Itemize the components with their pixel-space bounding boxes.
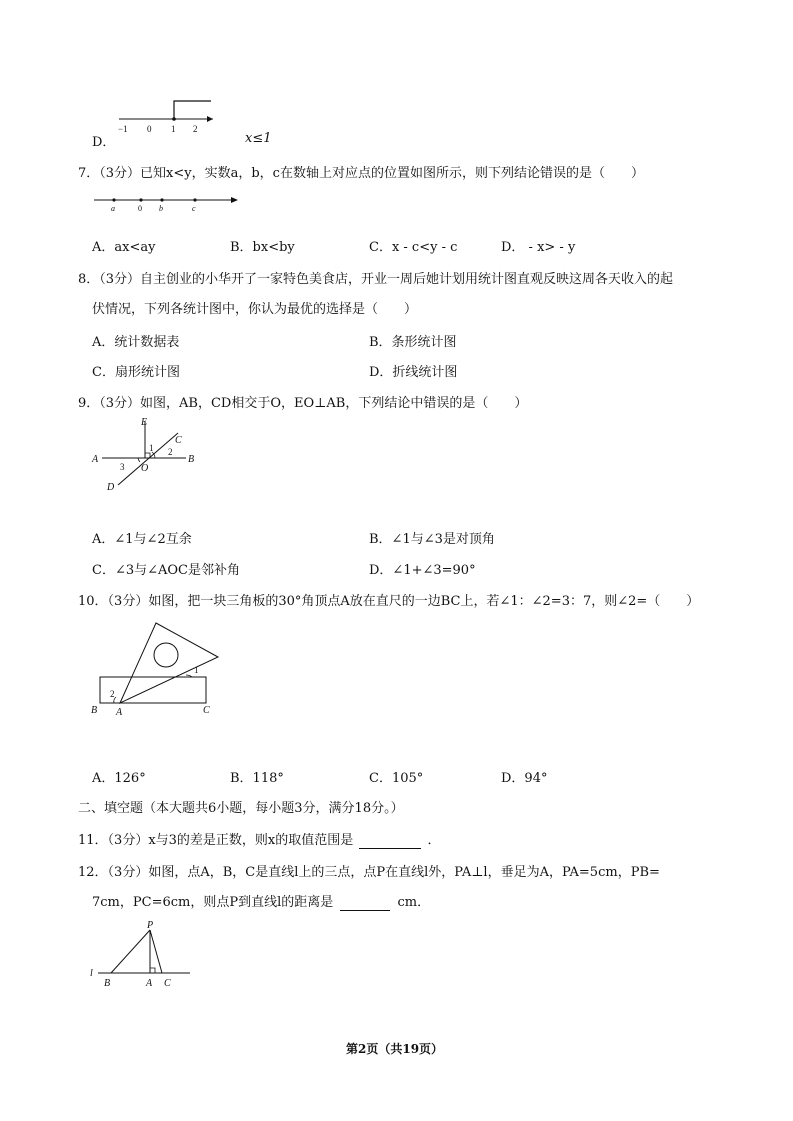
q11-stem [78, 829, 441, 849]
q10-label-a: A [116, 707, 123, 718]
q9-label-o: O [141, 463, 149, 474]
q7-axis-point-label: b [159, 204, 163, 213]
q10-option-d[interactable]: D．94° [501, 771, 548, 786]
q9-label-b: B [188, 454, 195, 465]
q9-intersecting-lines-figure [88, 413, 208, 495]
q9-label-d: D [107, 482, 115, 493]
q6-tick-label: 2 [193, 124, 198, 134]
q9-label-3: 3 [120, 462, 125, 472]
q10-label-b: B [91, 705, 98, 716]
q12-label-p: P [147, 920, 154, 931]
q8-option-a[interactable]: A．统计数据表 [92, 335, 180, 350]
q6-number-line-figure [115, 96, 215, 138]
q7-option-a[interactable]: A．ax<ay [92, 240, 156, 255]
q9-label-a: A [92, 454, 99, 465]
q7-option-c[interactable]: C．x - c<y - c [369, 240, 458, 255]
q9-option-a[interactable]: A．∠1与∠2互余 [92, 532, 192, 547]
q7-axis-point-label: 0 [138, 204, 142, 213]
q8-option-b[interactable]: B．条形统计图 [369, 335, 457, 350]
q6-tick-label: 1 [171, 124, 176, 134]
q7-axis-point-label: a [111, 204, 115, 213]
q8-stem-line2: 伏情况，下列各统计图中，你认为最优的选择是（ ） [92, 302, 418, 317]
q12-point-line-figure [86, 918, 196, 990]
q12-label-a: A [146, 978, 153, 989]
q7-option-d[interactable]: D． - x> - y [501, 240, 576, 255]
q10-option-a[interactable]: A．126° [92, 771, 146, 786]
q10-triangle-ruler-figure [88, 615, 228, 720]
q12-label-b: B [104, 978, 111, 989]
q9-label-1: 1 [149, 443, 154, 453]
q6-tick-label: 0 [147, 124, 152, 134]
q8-stem-line1: 8．（3分）自主创业的小华开了一家特色美食店，开业一周后她计划用统计图直观反映这周各天收入的起 [78, 272, 674, 287]
q7-axis-point-label: c [192, 204, 196, 213]
q9-label-e: E [141, 417, 148, 428]
q7-stem: 7．（3分）已知x<y，实数a，b，c在数轴上对应点的位置如图所示，则下列结论错误的是（ ） [78, 166, 644, 181]
q12-stem-end: cm． [397, 895, 431, 910]
q8-option-d[interactable]: D．折线统计图 [369, 365, 458, 380]
q10-label-1: 1 [194, 665, 199, 675]
q12-stem-line2 [92, 891, 430, 911]
section-heading: 二、填空题（本大题共6小题，每小题3分，满分18分。） [78, 801, 404, 816]
q10-label-c: C [203, 705, 210, 716]
q9-label-2: 2 [168, 447, 173, 457]
q9-option-b[interactable]: B．∠1与∠3是对顶角 [369, 532, 495, 547]
q6-option-d-answer: x≤1 [245, 131, 272, 146]
q9-label-c: C [175, 435, 182, 446]
q7-number-line-figure [92, 190, 242, 214]
q12-answer-blank[interactable] [340, 895, 390, 911]
q12-stem-text: 7cm，PC=6cm，则点P到直线l的距离是 [92, 895, 334, 910]
q12-stem-line1: 12．（3分）如图，点A，B，C是直线l上的三点，点P在直线l外，PA⊥l，垂足为A，PA=5cm，PB= [78, 865, 660, 880]
q10-option-c[interactable]: C．105° [369, 771, 424, 786]
q10-stem: 10．（3分）如图，把一块三角板的30°角顶点A放在直尺的一边BC上，若∠1：∠2=3：7，则∠2=（ ） [78, 594, 700, 609]
q12-label-c: C [164, 978, 171, 989]
q6-tick-label: −1 [118, 124, 128, 134]
q11-stem-end: ． [427, 833, 441, 848]
q10-option-b[interactable]: B．118° [230, 771, 284, 786]
q12-label-l: l [90, 968, 93, 979]
q7-option-b[interactable]: B．bx<by [230, 240, 295, 255]
q9-stem: 9．（3分）如图，AB，CD相交于O，EO⊥AB，下列结论中错误的是（ ） [78, 396, 528, 411]
q11-answer-blank[interactable] [359, 833, 421, 849]
page-number-footer: 第2页（共19页） [346, 1042, 444, 1056]
q8-option-c[interactable]: C．扇形统计图 [92, 365, 180, 380]
q9-option-d[interactable]: D．∠1+∠3=90° [369, 563, 476, 578]
q11-stem-text: 11．（3分）x与3的差是正数，则x的取值范围是 [78, 833, 354, 848]
q6-option-d-label: D． [92, 135, 116, 150]
q10-label-2: 2 [110, 689, 115, 699]
q9-option-c[interactable]: C．∠3与∠AOC是邻补角 [92, 563, 240, 578]
